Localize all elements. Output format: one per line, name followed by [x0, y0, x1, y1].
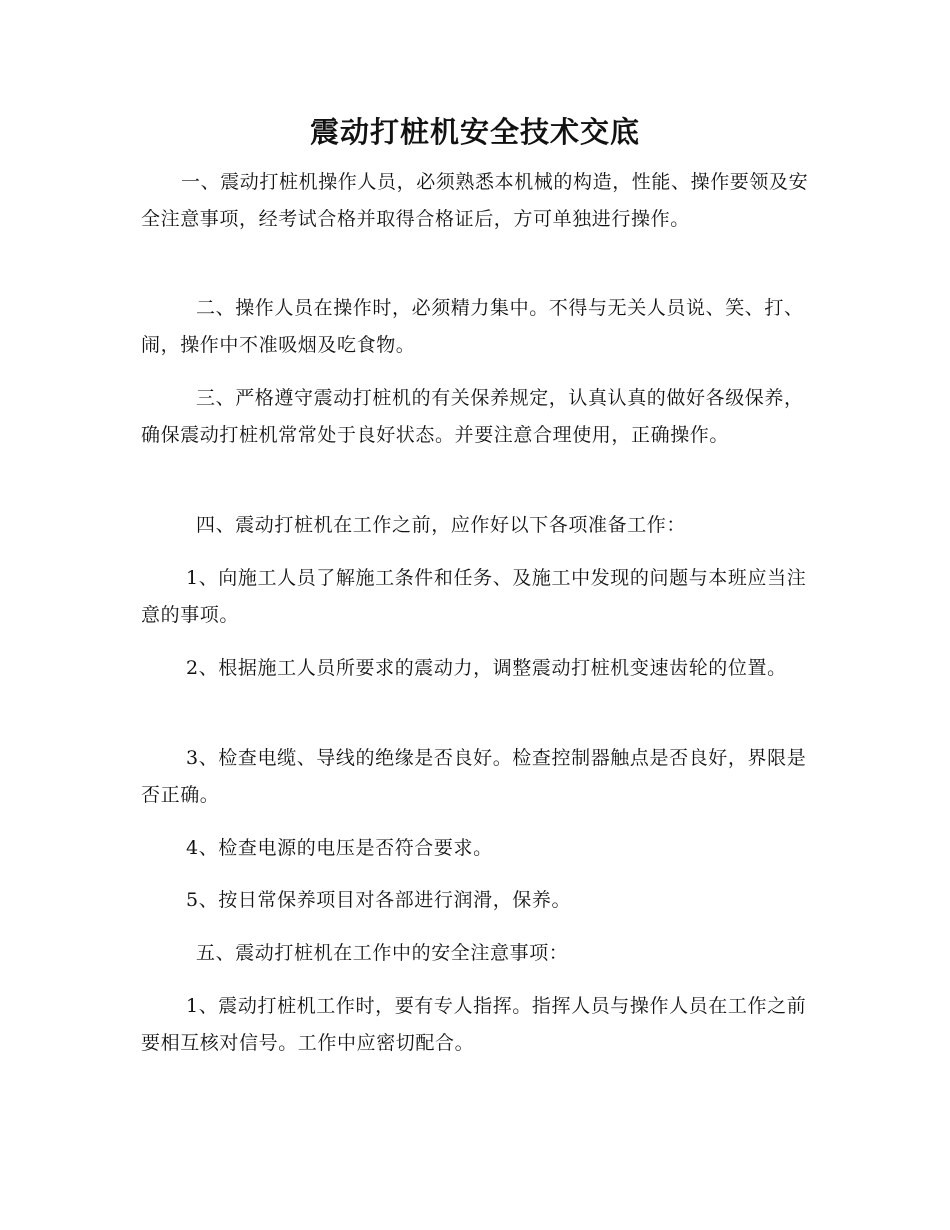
paragraph-maintenance-rules: 三、严格遵守震动打桩机的有关保养规定，认真认真的做好各级保养，确保震动打桩机常常处于良好状态。并要注意合理使用，正确操作。 [141, 387, 804, 446]
list-item-safety-1: 1、震动打桩机工作时，要有专人指挥。指挥人员与操作人员在工作之前要相互核对信号。工作中应密切配合。 [141, 995, 807, 1054]
list-item-prep-4: 4、检查电源的电压是否符合要求。 [186, 837, 493, 859]
paragraph-concentration: 二、操作人员在操作时，必须精力集中。不得与无关人员说、笑、打、闹，操作中不准吸烟及吃食物。 [141, 297, 804, 356]
paragraph-safety-heading: 五、震动打桩机在工作中的安全注意事项： [196, 942, 569, 964]
list-item-prep-2: 2、根据施工人员所要求的震动力，调整震动打桩机变速齿轮的位置。 [186, 657, 787, 679]
document-title: 震动打桩机安全技术交底 [309, 115, 640, 149]
paragraph-preparation-heading: 四、震动打桩机在工作之前，应作好以下各项准备工作： [196, 514, 687, 536]
paragraph-operator-qualification: 一、震动打桩机操作人员，必须熟悉本机械的构造，性能、操作要领及安全注意事项，经考试合格并取得合格证后，方可单独进行操作。 [141, 171, 809, 230]
list-item-prep-5: 5、按日常保养项目对各部进行润滑，保养。 [186, 889, 572, 911]
list-item-prep-3: 3、检查电缆、导线的绝缘是否良好。检查控制器触点是否良好，界限是否正确。 [141, 747, 807, 806]
list-item-prep-1: 1、向施工人员了解施工条件和任务、及施工中发现的问题与本班应当注意的事项。 [141, 567, 807, 626]
